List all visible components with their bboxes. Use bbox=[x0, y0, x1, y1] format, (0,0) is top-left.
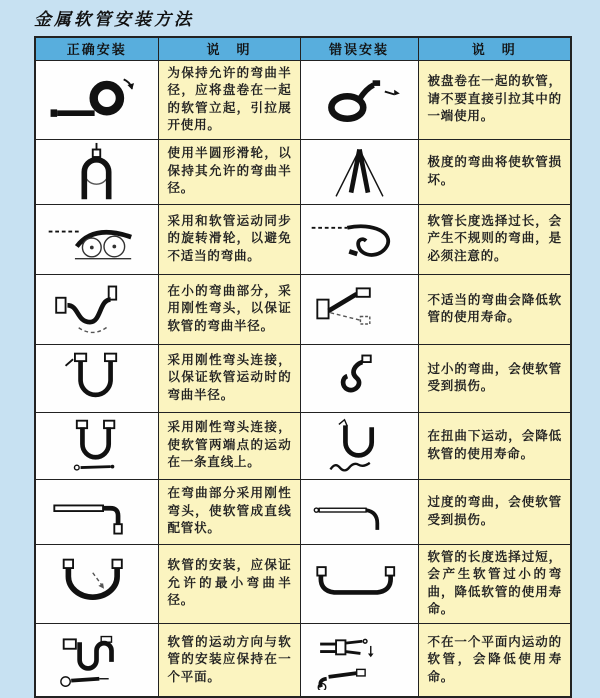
overlong-hose-irregular-bend-icon bbox=[307, 230, 412, 247]
overbent-pipe-icon bbox=[307, 503, 412, 520]
header-row bbox=[35, 37, 571, 60]
wrong-description-cell: 软管的长度选择过短，会产生软管过小的弯曲，降低软管的使用寿命。 bbox=[418, 544, 571, 623]
table-row bbox=[35, 412, 571, 479]
wrong-description-cell: 软管长度选择过长，会产生不规则的弯曲，是必须注意的。 bbox=[418, 204, 571, 274]
page-title: 金属软管安装方法 bbox=[34, 10, 194, 30]
table-row bbox=[35, 544, 571, 623]
installation-table bbox=[34, 36, 572, 698]
correct-description-cell: 使用半圆形滑轮，以保持其允许的弯曲半径。 bbox=[158, 139, 300, 204]
wrong-illustration-cell bbox=[300, 204, 418, 274]
hose-over-semicircular-pulley-icon bbox=[44, 163, 149, 180]
twisted-motion-icon bbox=[307, 437, 412, 454]
table-row bbox=[35, 139, 571, 204]
wrong-description-cell: 过小的弯曲，会使软管受到损伤。 bbox=[418, 344, 571, 412]
correct-illustration-cell bbox=[35, 479, 158, 544]
header-wrong-install: 错误安装 bbox=[300, 37, 418, 60]
rigid-elbow-inline-motion-icon bbox=[44, 437, 149, 454]
correct-illustration-cell bbox=[35, 412, 158, 479]
wrong-illustration-cell bbox=[300, 60, 418, 139]
table-body bbox=[35, 60, 571, 697]
correct-description-cell: 软管的运动方向与软管的安装应保持在一个平面。 bbox=[158, 623, 300, 697]
rigid-elbow-u-bend-icon bbox=[44, 369, 149, 386]
synchronized-rotating-pulleys-icon bbox=[44, 230, 149, 247]
non-planar-motion-hose-icon bbox=[307, 651, 412, 668]
header-correct-desc: 说 明 bbox=[158, 37, 300, 60]
wrong-illustration-cell bbox=[300, 479, 418, 544]
wrong-illustration-cell bbox=[300, 344, 418, 412]
wrong-illustration-cell bbox=[300, 623, 418, 697]
improper-sharp-bend-icon bbox=[307, 300, 412, 317]
wrong-description-cell: 不在一个平面内运动的软管，会降低使用寿命。 bbox=[418, 623, 571, 697]
wrong-description-cell: 不适当的弯曲会降低软管的使用寿命。 bbox=[418, 274, 571, 344]
header-wrong-desc: 说 明 bbox=[418, 37, 571, 60]
wrong-description-cell: 在扭曲下运动，会降低软管的使用寿命。 bbox=[418, 412, 571, 479]
wrong-description-cell: 过度的弯曲，会使软管受到损伤。 bbox=[418, 479, 571, 544]
correct-description-cell: 软管的安装，应保证允许的最小弯曲半径。 bbox=[158, 544, 300, 623]
header-correct-install: 正确安装 bbox=[35, 37, 158, 60]
coiled-hose-unrolled-icon bbox=[44, 91, 149, 108]
correct-illustration-cell bbox=[35, 544, 158, 623]
sharply-bent-hanging-hose-icon bbox=[307, 163, 412, 180]
rigid-elbow-small-bend-icon bbox=[44, 300, 149, 317]
correct-description-cell: 在小的弯曲部分，采用刚性弯头，以保证软管的弯曲半径。 bbox=[158, 274, 300, 344]
wrong-illustration-cell bbox=[300, 412, 418, 479]
too-short-flat-hose-icon bbox=[307, 575, 412, 592]
wrong-illustration-cell bbox=[300, 274, 418, 344]
correct-illustration-cell bbox=[35, 60, 158, 139]
table-row bbox=[35, 623, 571, 697]
correct-illustration-cell bbox=[35, 623, 158, 697]
correct-illustration-cell bbox=[35, 274, 158, 344]
wrong-illustration-cell bbox=[300, 139, 418, 204]
table-row bbox=[35, 204, 571, 274]
correct-description-cell: 采用刚性弯头连接，以保证软管运动时的弯曲半径。 bbox=[158, 344, 300, 412]
planar-motion-hose-icon bbox=[44, 651, 149, 668]
correct-illustration-cell bbox=[35, 204, 158, 274]
wrong-illustration-cell bbox=[300, 544, 418, 623]
correct-description-cell: 在弯曲部分采用刚性弯头，使软管成直线配管状。 bbox=[158, 479, 300, 544]
correct-description-cell: 采用和软管运动同步的旋转滑轮，以避免不适当的弯曲。 bbox=[158, 204, 300, 274]
coiled-hose-direct-pull-icon bbox=[307, 91, 412, 108]
correct-description-cell: 为保持允许的弯曲半径，应将盘卷在一起的软管立起，引拉展开使用。 bbox=[158, 60, 300, 139]
too-small-bend-icon bbox=[307, 369, 412, 386]
table-row bbox=[35, 479, 571, 544]
minimum-bend-radius-u-icon bbox=[44, 575, 149, 592]
correct-illustration-cell bbox=[35, 344, 158, 412]
straight-pipe-rigid-elbow-icon bbox=[44, 503, 149, 520]
table-row bbox=[35, 344, 571, 412]
wrong-description-cell: 极度的弯曲将使软管损坏。 bbox=[418, 139, 571, 204]
wrong-description-cell: 被盘卷在一起的软管，请不要直接引拉其中的一端使用。 bbox=[418, 60, 571, 139]
correct-illustration-cell bbox=[35, 139, 158, 204]
correct-description-cell: 采用刚性弯头连接，使软管两端点的运动在一条直线上。 bbox=[158, 412, 300, 479]
table-row bbox=[35, 60, 571, 139]
table-row bbox=[35, 274, 571, 344]
